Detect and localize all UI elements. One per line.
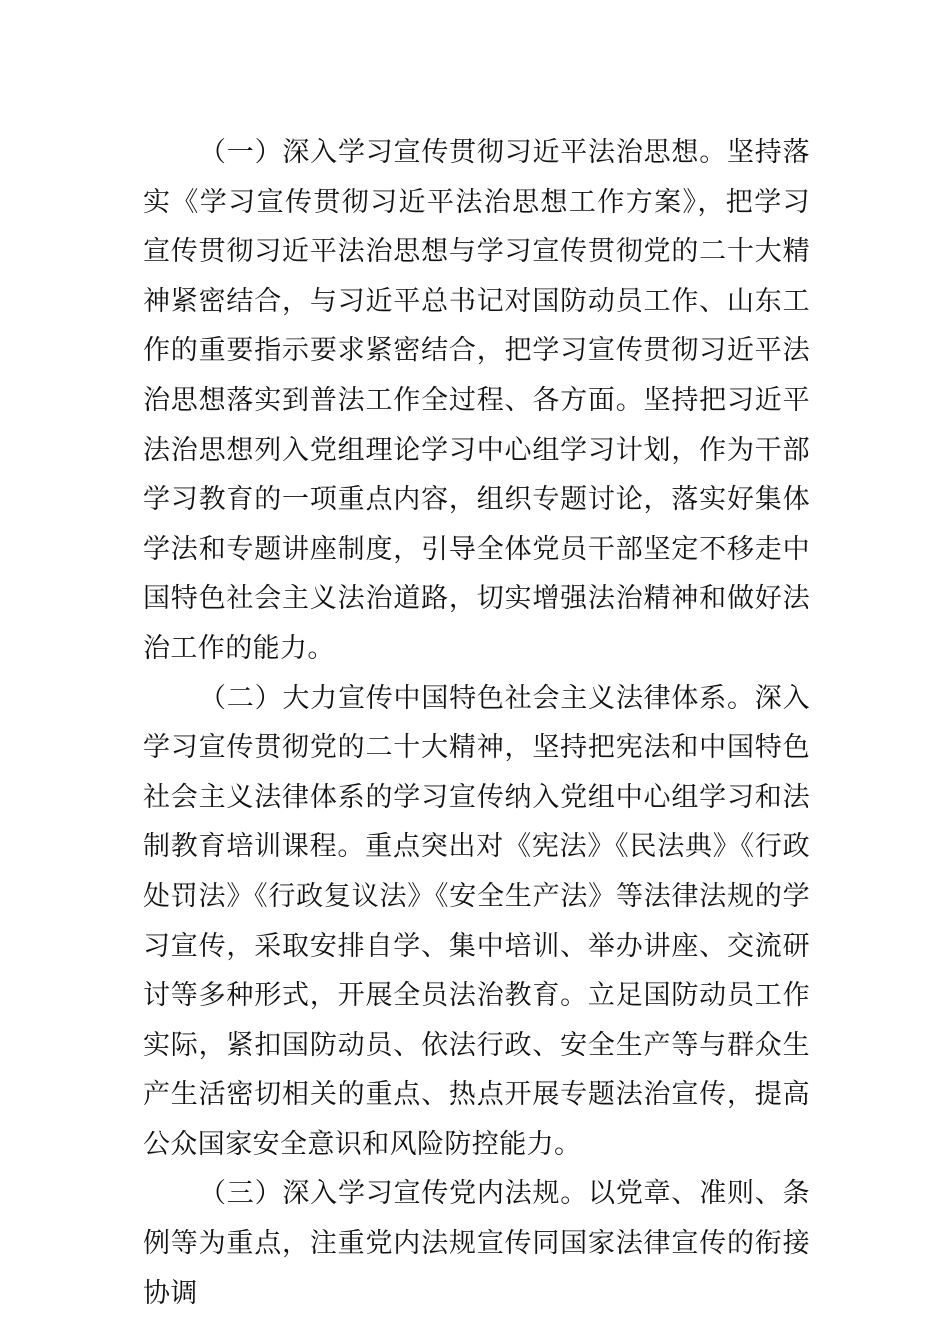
paragraph-2: （二）大力宣传中国特色社会主义法律体系。深入学习宣传贯彻党的二十大精神，坚持把宪法和中国特色社会主义法律体系的学习宣传纳入党组中心组学习和法制教育培训课程。重点突出对《宪法》《民法典》《行政处罚法》《行政复议法》《安全生产法》等法律法规的学习宣传，采取安排自学、集中培训、举办讲座、交流研讨等多种形式，开展全员法治教育。立足国防动员工作实际，紧扣国防动员、依法行政、安全生产等与群众生产生活密切相关的重点、热点开展专题法治宣传，提高公众国家安全意识和风险防控能力。 bbox=[143, 682, 810, 1160]
paragraph-3: （三）深入学习宣传党内法规。以党章、准则、条例等为重点，注重党内法规宣传同国家法律宣传的衔接协调 bbox=[143, 1178, 810, 1309]
document-body bbox=[143, 128, 810, 1318]
paragraph-1: （一）深入学习宣传贯彻习近平法治思想。坚持落实《学习宣传贯彻习近平法治思想工作方案》，把学习宣传贯彻习近平法治思想与学习宣传贯彻党的二十大精神紧密结合，与习近平总书记对国防动员工作、山东工作的重要指示要求紧密结合，把学习宣传贯彻习近平法治思想落实到普法工作全过程、各方面。坚持把习近平法治思想列入党组理论学习中心组学习计划，作为干部学习教育的一项重点内容，组织专题讨论，落实好集体学法和专题讲座制度，引导全体党员干部坚定不移走中国特色社会主义法治道路，切实增强法治精神和做好法治工作的能力。 bbox=[143, 137, 810, 664]
